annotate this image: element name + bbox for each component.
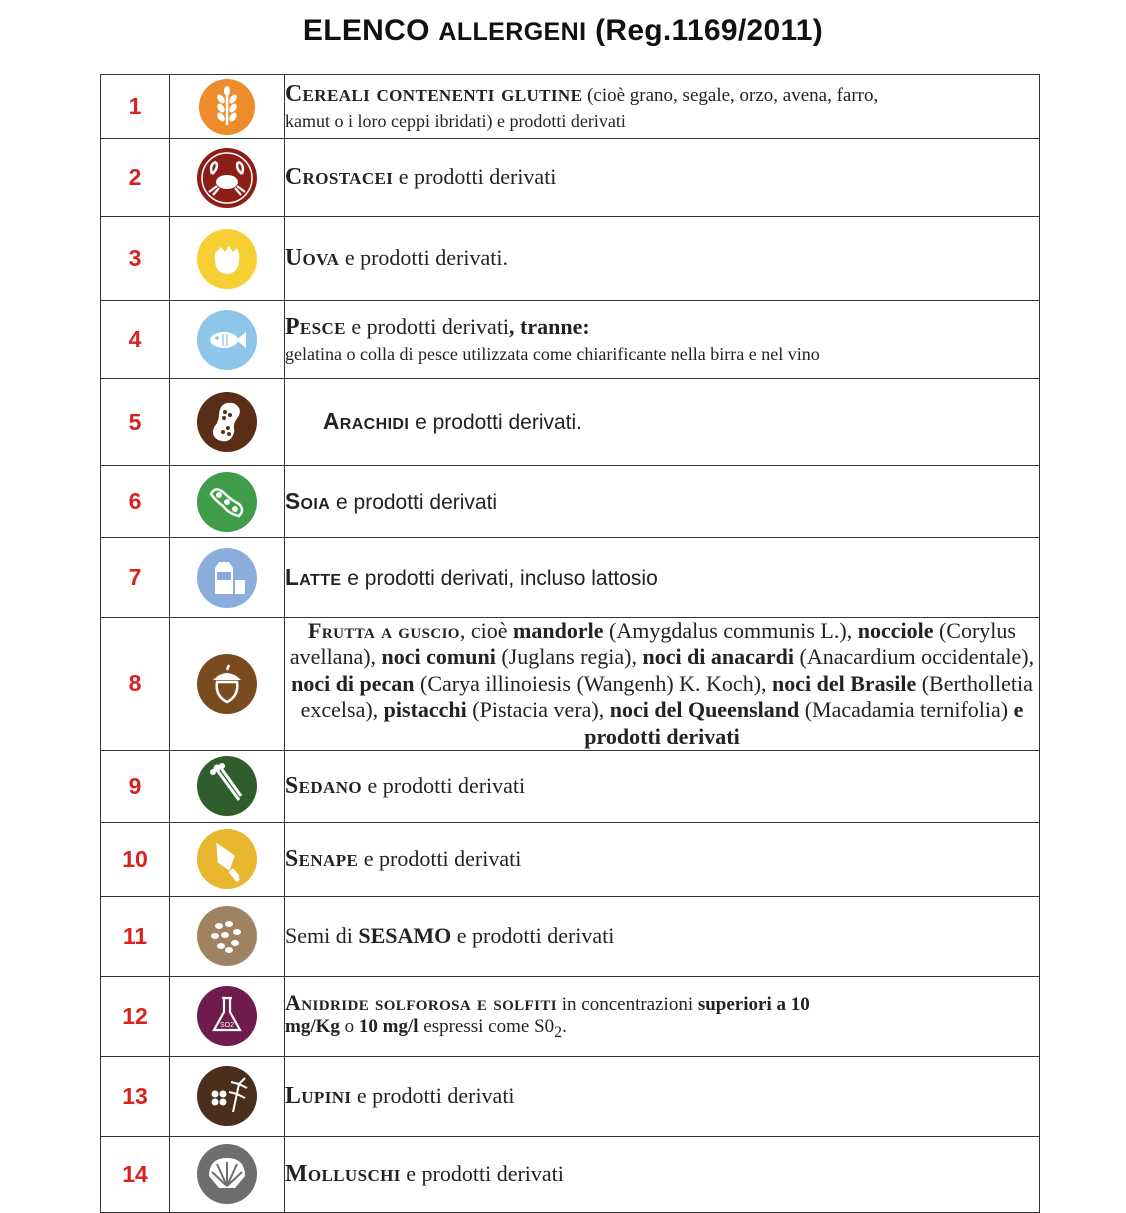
allergen-name: Cereali contenenti glutine	[285, 81, 583, 108]
allergen-rest: e prodotti derivati, incluso lattosio	[341, 566, 658, 590]
allergen-name: Soia	[285, 487, 331, 514]
nut-text: (Corylus avellana),	[289, 618, 1016, 670]
allergen-description	[285, 379, 1040, 466]
row-number: 4	[101, 301, 170, 379]
allergen-name: Anidride solforosa e solfiti	[285, 989, 557, 1015]
table-row	[101, 822, 1040, 896]
nut-name: nocciole	[857, 618, 934, 643]
nut-name: pistacchi	[383, 697, 467, 723]
allergen-exception: , tranne:	[509, 314, 590, 340]
table-row	[101, 618, 1040, 751]
egg-icon	[195, 227, 259, 291]
wheat-icon	[197, 77, 257, 137]
row-number: 3	[101, 217, 170, 301]
allergen-description	[285, 896, 1040, 976]
nut-icon	[195, 652, 259, 716]
allergen-description	[285, 822, 1040, 896]
soy-icon	[195, 470, 259, 534]
sesame-icon	[195, 904, 259, 968]
nut-text: (Juglans regia),	[495, 644, 643, 670]
table-row	[101, 466, 1040, 538]
row-number: 1	[101, 75, 170, 139]
nut-text: (Bertholletia excelsa),	[300, 670, 1033, 723]
table-row	[101, 379, 1040, 466]
allergen-name: SESAMO	[358, 923, 452, 949]
allergen-name: Frutta a guscio	[308, 618, 460, 643]
nut-name: noci di pecan	[291, 670, 415, 696]
row-number: 2	[101, 139, 170, 217]
subscript-2: 2	[554, 1024, 563, 1042]
nut-name: noci del Queensland	[609, 697, 800, 723]
allergen-subtext: gelatina o colla di pesce utilizzata come chiarificante nella birra e nel vino	[285, 343, 820, 364]
table-row	[101, 896, 1040, 976]
allergen-table	[100, 74, 1040, 1213]
nut-text: (Pistacia vera),	[466, 697, 610, 723]
allergen-rest: in concentrazioni	[556, 993, 698, 1015]
allergen-name: Lupini	[285, 1083, 352, 1110]
crab-icon	[195, 146, 259, 210]
allergen-name: Uova	[285, 245, 340, 272]
row-number: 7	[101, 538, 170, 618]
allergen-description	[285, 466, 1040, 538]
allergen-subtext: kamut o i loro ceppi ibridati) e prodotti derivati	[285, 110, 626, 131]
allergen-description	[285, 301, 1040, 379]
title-regulation: (Reg.1169/2011)	[595, 14, 824, 47]
row-number: 8	[101, 618, 170, 751]
row-number: 10	[101, 822, 170, 896]
nut-name: noci di anacardi	[642, 644, 795, 670]
allergen-description	[285, 1136, 1040, 1212]
allergen-description	[285, 750, 1040, 822]
lupin-icon	[195, 1064, 259, 1128]
shell-icon	[195, 1142, 259, 1206]
table-row	[101, 75, 1040, 139]
row-number: 6	[101, 466, 170, 538]
nut-text: (Amygdalus communis L.),	[603, 618, 858, 643]
celery-icon	[195, 754, 259, 818]
allergen-rest: e prodotti derivati	[330, 490, 498, 514]
allergen-rest: e prodotti derivati	[358, 846, 522, 872]
allergen-rest: e prodotti derivati	[351, 1083, 515, 1109]
row-number: 14	[101, 1136, 170, 1212]
title-elenco: ELENCO	[302, 14, 430, 47]
unit-mg-kg: mg/Kg	[285, 1016, 340, 1038]
nut-text: , cioè	[459, 618, 514, 643]
allergen-description	[285, 139, 1040, 217]
concentration-threshold: superiori a 10	[697, 993, 810, 1015]
nut-text: (Carya illinoiesis (Wangenh) K. Koch),	[414, 670, 773, 696]
allergen-description	[285, 618, 1040, 751]
allergen-detail: (cioè grano, segale, orzo, avena, farro,	[582, 85, 879, 107]
flask-label: SO2	[219, 1022, 235, 1030]
table-row	[101, 301, 1040, 379]
nut-text: (Anacardium occidentale),	[794, 644, 1035, 670]
allergen-description	[285, 976, 1040, 1056]
allergen-description	[285, 75, 1040, 139]
nut-derived: e prodotti derivati	[584, 697, 1024, 749]
allergen-name: Arachidi	[323, 408, 410, 435]
title-allergeni: ALLERGENI	[438, 18, 587, 46]
expressed-as: espressi come S0	[418, 1016, 555, 1038]
allergen-rest: e prodotti derivati	[362, 773, 526, 799]
mustard-icon	[195, 827, 259, 891]
unit-mg-l: 10 mg/l	[358, 1016, 419, 1038]
page-title	[0, 14, 1126, 48]
allergen-name: Crostacei	[285, 164, 394, 191]
table-row	[101, 1136, 1040, 1212]
table-row	[101, 538, 1040, 618]
end-dot: .	[562, 1016, 567, 1038]
allergen-rest: e prodotti derivati	[345, 314, 510, 340]
nut-name: noci comuni	[381, 644, 496, 670]
allergen-description	[285, 1056, 1040, 1136]
milk-icon	[195, 546, 259, 610]
table-row	[101, 750, 1040, 822]
allergen-name: Latte	[285, 563, 342, 590]
allergen-name: Senape	[285, 846, 359, 873]
allergen-rest: e prodotti derivati.	[339, 245, 508, 271]
allergen-rest: e prodotti derivati	[400, 1161, 564, 1187]
allergen-rest: e prodotti derivati	[451, 923, 615, 949]
allergen-description	[285, 538, 1040, 618]
allergen-name: Molluschi	[285, 1161, 401, 1188]
allergen-description	[285, 217, 1040, 301]
or-text: o	[339, 1016, 359, 1038]
row-number: 11	[101, 896, 170, 976]
table-row	[101, 976, 1040, 1056]
allergen-rest: e prodotti derivati	[393, 164, 557, 190]
peanut-icon	[195, 390, 259, 454]
table-row	[101, 217, 1040, 301]
allergen-name: Sedano	[285, 773, 363, 800]
sulphite-flask-icon	[195, 984, 259, 1048]
allergen-prefix: Semi di	[285, 923, 359, 949]
allergen-rest: e prodotti derivati.	[409, 411, 583, 435]
row-number: 9	[101, 750, 170, 822]
allergen-name: Pesce	[285, 314, 346, 341]
table-row	[101, 139, 1040, 217]
row-number: 12	[101, 976, 170, 1056]
nut-name: noci del Brasile	[772, 670, 917, 696]
row-number: 5	[101, 379, 170, 466]
nut-text: (Macadamia ternifolia)	[799, 697, 1014, 723]
row-number: 13	[101, 1056, 170, 1136]
table-row	[101, 1056, 1040, 1136]
nut-name: mandorle	[513, 618, 604, 643]
fish-icon	[195, 308, 259, 372]
